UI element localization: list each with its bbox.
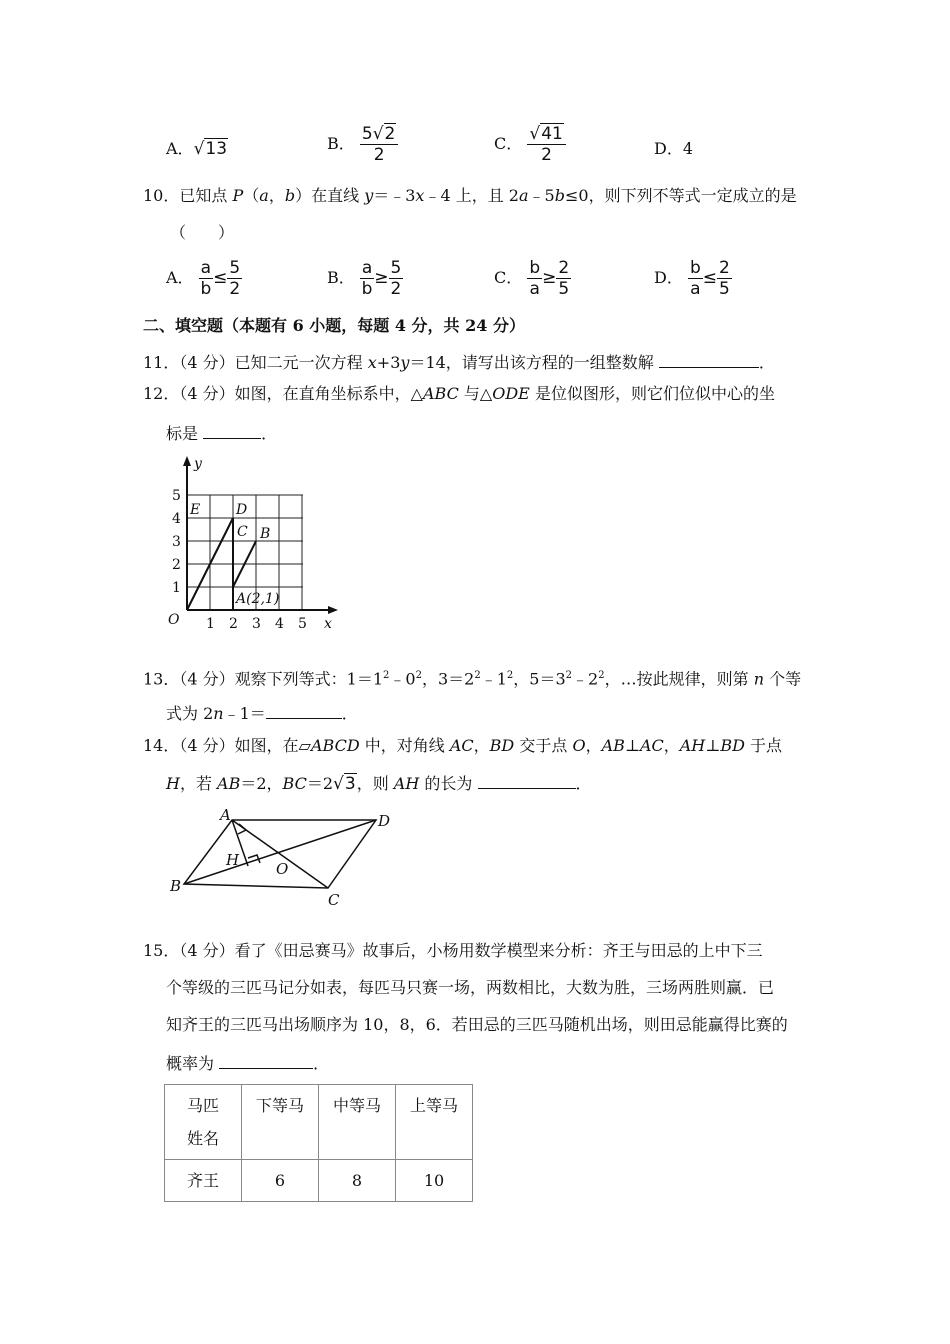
y-tick-5: 5	[172, 488, 181, 504]
section-heading: 二、填空题（本题有 6 小题，每题 4 分，共 24 分）	[143, 316, 525, 335]
q10-stem: 10．已知点 P（a，b）在直线 y＝﹣3x﹣4 上，且 2a﹣5b≤0，则下列不等式一定成立的是	[143, 186, 797, 205]
x-tick-3: 3	[252, 616, 261, 632]
q15-text-line2: 个等级的三匹马记分如表，每匹马只赛一场，两数相比，大数为胜，三场两胜则赢．已	[166, 978, 775, 997]
q9-option-b: B． $\frac{5√2}{2}$	[327, 124, 398, 165]
y-tick-1: 1	[172, 580, 181, 596]
y-axis-label: y	[194, 456, 202, 472]
table-header-cell: 中等马	[319, 1085, 396, 1160]
q12-text: 12．（4 分）如图，在直角坐标系中，△ABC 与△ODE 是位似图形，则它们位似中心的坐	[143, 384, 775, 403]
point-h-label: H	[226, 851, 240, 869]
table-cell: 6	[242, 1160, 319, 1202]
q14-text: 14．（4 分）如图，在▱ABCD 中，对角线 AC，BD 交于点 O，AB⊥AC，AH⊥BD 于点	[143, 736, 782, 755]
q9-option-c: C． $\frac{√41}{2}$	[494, 124, 566, 165]
q10-option-b: B． $\frac{a}{b}$ ≥ $\frac{5}{2}$	[327, 258, 402, 299]
q15-text-line3: 知齐王的三匹马出场顺序为 10，8，6．若田忌的三匹马随机出场，则田忌能赢得比赛的	[166, 1015, 788, 1034]
x-axis-label: x	[324, 616, 332, 632]
q10-answer-paren: （ ）	[170, 223, 235, 242]
table-cell: 10	[396, 1160, 473, 1202]
q12-answer-blank[interactable]	[203, 422, 261, 439]
x-tick-2: 2	[229, 616, 238, 632]
vertex-b-label: B	[170, 877, 182, 895]
point-o-label: O	[276, 860, 289, 878]
vertex-a-label: A	[220, 806, 231, 824]
q9-option-a: A．√13	[166, 139, 228, 159]
x-tick-4: 4	[275, 616, 284, 632]
q14-parallelogram-figure	[164, 806, 404, 912]
vertex-c-label: C	[328, 891, 340, 909]
table-cell: 齐王	[165, 1160, 242, 1202]
point-e-label: E	[190, 502, 201, 518]
table-row	[165, 1160, 473, 1202]
point-d-label: D	[236, 502, 248, 518]
y-tick-4: 4	[172, 511, 181, 527]
q13-text-line2: 式为 2n﹣1＝ ．	[166, 704, 358, 723]
q15-text-line1: 15．（4 分）看了《田忌赛马》故事后，小杨用数学模型来分析：齐王与田忌的上中下三	[143, 941, 763, 960]
table-header-row	[165, 1085, 473, 1160]
table-header-cell: 马匹 姓名	[165, 1085, 242, 1160]
q9-option-d: D．4	[654, 139, 694, 158]
q11-answer-blank[interactable]	[659, 351, 759, 368]
q12-text-line2: 标是 ．	[166, 424, 278, 443]
x-tick-1: 1	[206, 616, 215, 632]
vertex-d-label: D	[378, 812, 391, 830]
q14-text-line2: H，若 AB＝2，BC＝2√3，则 AH 的长为 ．	[166, 774, 592, 794]
x-tick-5: 5	[298, 616, 307, 632]
q10-option-c: C． $\frac{b}{a}$ ≥ $\frac{2}{5}$	[494, 258, 570, 299]
q14-answer-blank[interactable]	[478, 772, 576, 789]
point-c-label: C	[237, 524, 248, 540]
q12-coordinate-graph	[164, 452, 344, 632]
q13-text: 13．（4 分）观察下列等式：$1=1^2﹣0^2$，$3=2^2﹣1^2$，$5=3^2﹣2^2$，…按此规律，则第 n 个等	[143, 669, 802, 689]
q10-option-d: D． $\frac{b}{a}$ ≤ $\frac{2}{5}$	[654, 258, 730, 299]
point-a-label: A(2,1)	[236, 591, 280, 607]
origin-label: O	[168, 612, 180, 628]
table-header-cell: 上等马	[396, 1085, 473, 1160]
q11-text: 11．（4 分）已知二元一次方程 x+3y＝14，请写出该方程的一组整数解 ．	[143, 353, 775, 372]
q10-option-a: A． $\frac{a}{b}$ ≤ $\frac{5}{2}$	[166, 258, 241, 299]
q13-answer-blank[interactable]	[266, 702, 342, 719]
y-tick-3: 3	[172, 534, 181, 550]
point-b-label: B	[260, 526, 271, 542]
q15-text-line4: 概率为 ．	[166, 1054, 330, 1073]
y-tick-2: 2	[172, 557, 181, 573]
horse-score-table	[164, 1084, 473, 1202]
table-cell: 8	[319, 1160, 396, 1202]
table-header-cell: 下等马	[242, 1085, 319, 1160]
q15-answer-blank[interactable]	[219, 1052, 313, 1069]
